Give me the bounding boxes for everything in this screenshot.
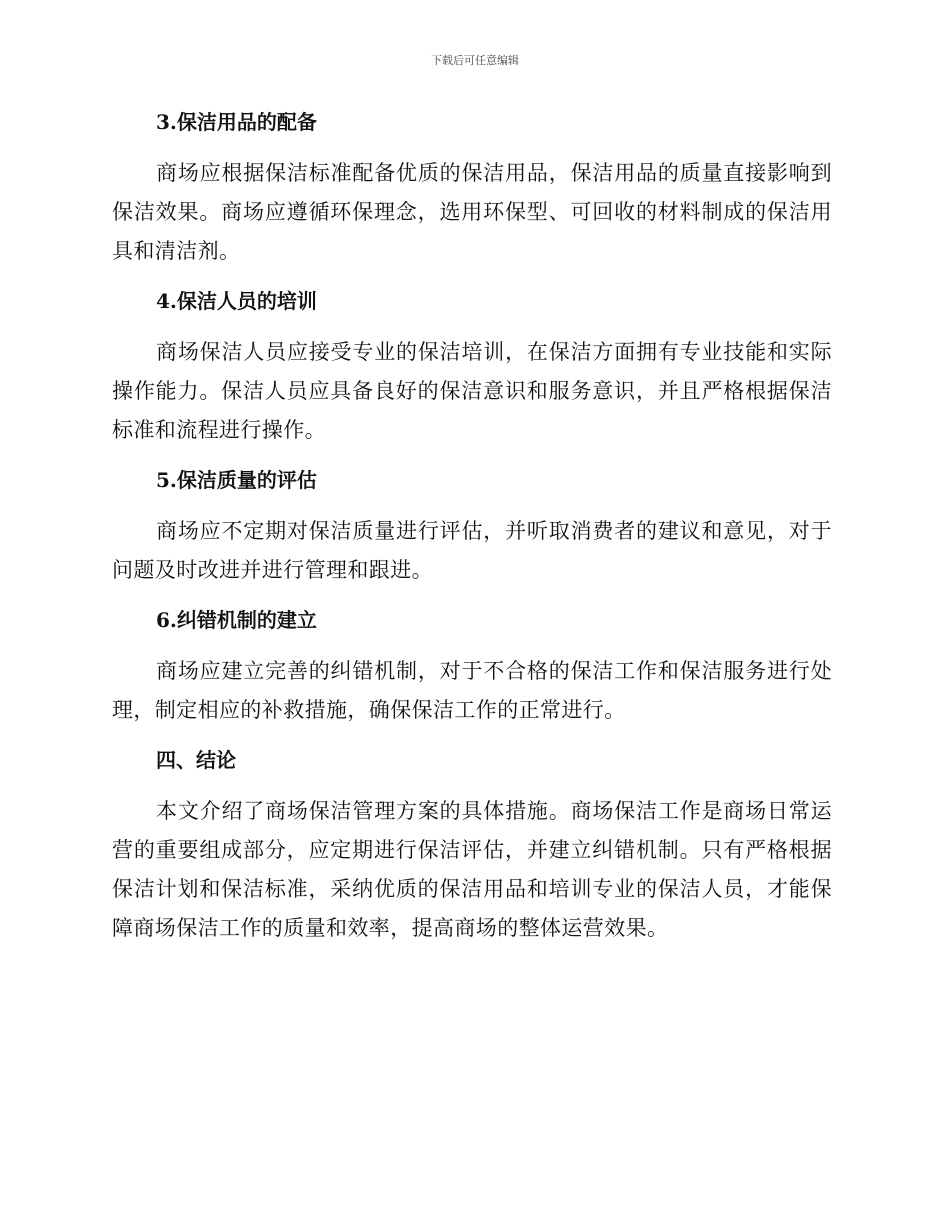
- section-paragraph-correction: 商场应建立完善的纠错机制，对于不合格的保洁工作和保洁服务进行处理，制定相应的补救措施，确保保洁工作的正常进行。: [112, 659, 832, 722]
- section-heading-correction: 6.纠错机制的建立: [156, 608, 317, 632]
- section-paragraph-conclusion: 本文介绍了商场保洁管理方案的具体措施。商场保洁工作是商场日常运营的重要组成部分，应定期进行保洁评估，并建立纠错机制。只有严格根据保洁计划和保洁标准，采纳优质的保洁用品和培训专业的保洁人员，才能保障商场保洁工作的质量和效率，提高商场的整体运营效果。: [112, 799, 832, 940]
- document-body: [112, 108, 832, 964]
- page-header: 下载后可任意编辑: [431, 54, 519, 67]
- section-heading-conclusion: 四、结论: [156, 748, 236, 772]
- section-paragraph-supplies: 商场应根据保洁标准配备优质的保洁用品，保洁用品的质量直接影响到保洁效果。商场应遵循环保理念，选用环保型、可回收的材料制成的保洁用具和清洁剂。: [112, 161, 832, 263]
- section-paragraph-training: 商场保洁人员应接受专业的保洁培训，在保洁方面拥有专业技能和实际操作能力。保洁人员应具备良好的保洁意识和服务意识，并且严格根据保洁标准和流程进行操作。: [112, 340, 832, 442]
- section-heading-supplies: 3.保洁用品的配备: [156, 110, 317, 134]
- section-heading-evaluation: 5.保洁质量的评估: [156, 468, 317, 492]
- section-heading-training: 4.保洁人员的培训: [156, 289, 317, 313]
- section-paragraph-evaluation: 商场应不定期对保洁质量进行评估，并听取消费者的建议和意见，对于问题及时改进并进行管理和跟进。: [112, 519, 832, 582]
